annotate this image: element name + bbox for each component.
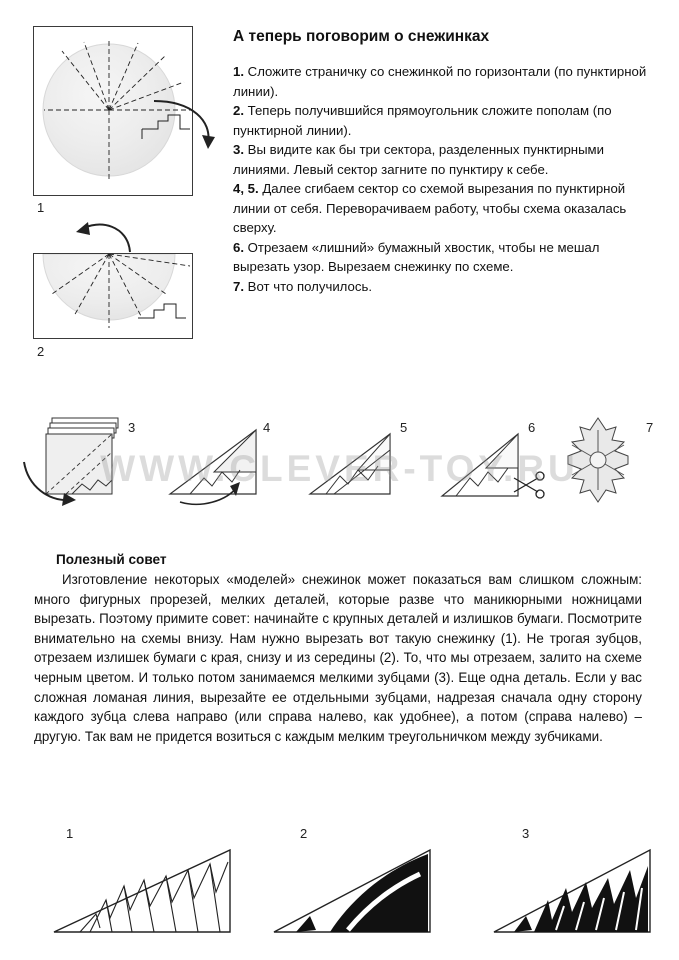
step-number-2: 2. [233, 103, 244, 118]
step-text-3: Вы видите как бы три сектора, разделенных пунктирными линиями. Левый сектор загните по пунктиру к себе. [233, 142, 604, 177]
step-item-1 [233, 62, 657, 101]
step-text-6: Вот что получилось. [244, 278, 372, 294]
bottom-figure-row [0, 826, 679, 946]
figure-2-label: 2 [37, 344, 45, 359]
steps-list [233, 62, 657, 296]
figure-1-label: 1 [37, 200, 45, 215]
step-number-1: 1. [233, 64, 244, 79]
step-text-4: Далее сгибаем сектор со схемой вырезания по пунктирной линии от себя. Переворачиваем работу, чтобы схема оказалась сверху. [233, 181, 627, 235]
figure-5-svg [300, 410, 410, 510]
advice-body [34, 570, 642, 746]
step-number-3: 3. [233, 142, 244, 157]
bottom-figure-1-label: 1 [66, 826, 74, 841]
fold-arrow-1-icon [150, 95, 220, 155]
step-item-2 [233, 101, 657, 140]
step-text-1: Сложите страничку со снежинкой по горизонтали (по пунктирной линии). [233, 64, 647, 99]
figure-4-label: 4 [263, 420, 271, 435]
fold-arrow-2-icon [72, 216, 142, 258]
step-item-5 [233, 238, 657, 277]
figure-2-svg [34, 254, 190, 336]
figure-7-label: 7 [646, 420, 654, 435]
top-illustration-section [0, 0, 679, 370]
figure-2-fold-diagram [33, 253, 193, 339]
bottom-triangle-1-svg [50, 844, 235, 936]
page-title: А теперь поговорим о снежинках [233, 28, 490, 45]
bottom-triangle-3-svg [490, 844, 655, 936]
bottom-figure-2-label: 2 [300, 826, 308, 841]
figure-5-label: 5 [400, 420, 408, 435]
advice-paragraph: Изготовление некоторых «моделей» снежинок может показаться вам слишком сложным: много фигурных прорезей, мелких деталей, которые разве что маникюрными ножницами вырезать. Поэтому примите совет: начинайте с крупных деталей и излишков бумаги. Посмотрите внимательно на схемы внизу. Нам нужно вырезать вот такую снежинку (1). Не трогая зубцов, отрезаем излишек бумаги с края, снизу и из середины (2). То, что мы отрезаем, залито на схеме черным цветом. И только потом занимаемся мелкими зубцами (3). Еще одна деталь. Если у вас сложная ломаная линия, вырезайте ее отдельными зубцами, надрезая сначала одну сторону каждого зубца слева направо (или справа налево, как удобнее), а потом (справа налево) – другую. Так вам не придется возиться с каждым мелким треугольничком между зубчиками. [34, 572, 642, 744]
figure-4-svg [160, 410, 275, 510]
figure-6-label: 6 [528, 420, 536, 435]
middle-figure-row [0, 400, 679, 520]
step-item-6 [233, 277, 657, 297]
step-text-2: Теперь получившийся прямоугольник сложите пополам (по пунктирной линии). [233, 103, 612, 138]
step-number-4: 4, 5. [233, 181, 259, 196]
bottom-triangle-2-svg [270, 844, 435, 936]
figure-3-label: 3 [128, 420, 136, 435]
step-item-3 [233, 140, 657, 179]
step-number-5: 6. [233, 239, 244, 255]
bottom-figure-3-label: 3 [522, 826, 530, 841]
figure-7-snowflake-svg [552, 414, 644, 506]
step-item-4 [233, 179, 657, 238]
figure-3-svg [20, 410, 140, 510]
watermark-text: WWW.CLEVER-TOY.RU [100, 448, 579, 489]
step-number-6: 7. [233, 278, 244, 294]
advice-title: Полезный совет [56, 552, 167, 567]
step-text-5: Отрезаем «лишний» бумажный хвостик, чтобы не мешал вырезать узор. Вырезаем снежинку по схеме. [233, 239, 600, 274]
